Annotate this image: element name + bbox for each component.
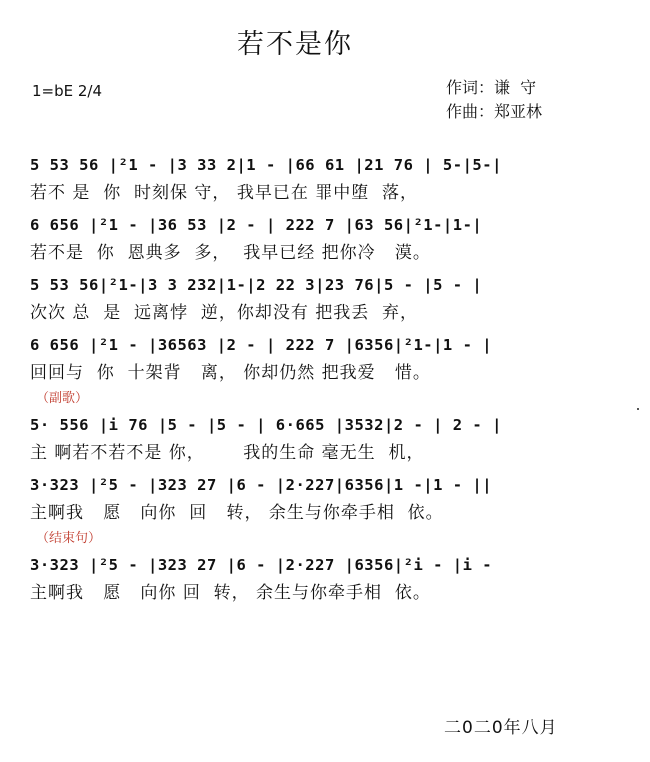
notation-line-1: 5 53 56 |²1 - |3 33 2|1 - |66 61 |21 76 | 5-|5-| (30, 156, 502, 174)
lyric-line-7: 主啊我 愿 向你 回 转， 余生与你牵手相 依。 (30, 582, 431, 603)
notation-line-3: 5 53 56|²1-|3 3 232|1-|2 22 3|23 76|5 - |5 - | (30, 276, 483, 294)
ending-label: （结束句） (36, 530, 102, 546)
notation-line-6: 3·323 |²5 - |323 27 |6 - |2·227|6356|1 -|1 - || (30, 476, 493, 494)
chorus-label: （副歌） (36, 390, 89, 406)
notation-line-4: 6 656 |²1 - |36563 |2 - | 222 7 |6356|²1-|1 - | (30, 336, 493, 354)
song-title: 若不是你 (237, 29, 353, 60)
score (30, 146, 622, 606)
lyric-line-4: 回回与 你 十架背 离， 你却仍然 把我爱 惜。 (30, 362, 431, 383)
key-signature: 1=bE 2/4 (32, 82, 103, 100)
notation-line-5: 5· 556 |i 76 |5 - |5 - | 6·665 |3532|2 - | 2 - | (30, 416, 502, 434)
date: 二0二0年八月 (444, 718, 558, 738)
credits (446, 76, 542, 124)
lyricist-credit: 作词：谦 守 (446, 78, 537, 97)
stray-dot (637, 408, 639, 410)
lyric-line-2: 若不是 你 恩典多 多， 我早已经 把你冷 漠。 (30, 242, 431, 263)
lyric-line-1: 若不 是 你 时刻保 守， 我早已在 罪中堕 落， (30, 182, 419, 203)
notation-line-7: 3·323 |²5 - |323 27 |6 - |2·227 |6356|²i - |i - (30, 556, 493, 574)
lyric-line-3: 次次 总 是 远离悖 逆，你却没有 把我丢 弃， (30, 302, 419, 323)
notation-line-2: 6 656 |²1 - |36 53 |2 - | 222 7 |63 56|²1-|1-| (30, 216, 483, 234)
lyric-line-5: 主 啊若不若不是 你， 我的生命 毫无生 机， (30, 442, 425, 463)
lyric-line-6: 主啊我 愿 向你 回 转， 余生与你牵手相 依。 (30, 502, 444, 523)
composer-credit: 作曲：郑亚林 (446, 102, 543, 121)
